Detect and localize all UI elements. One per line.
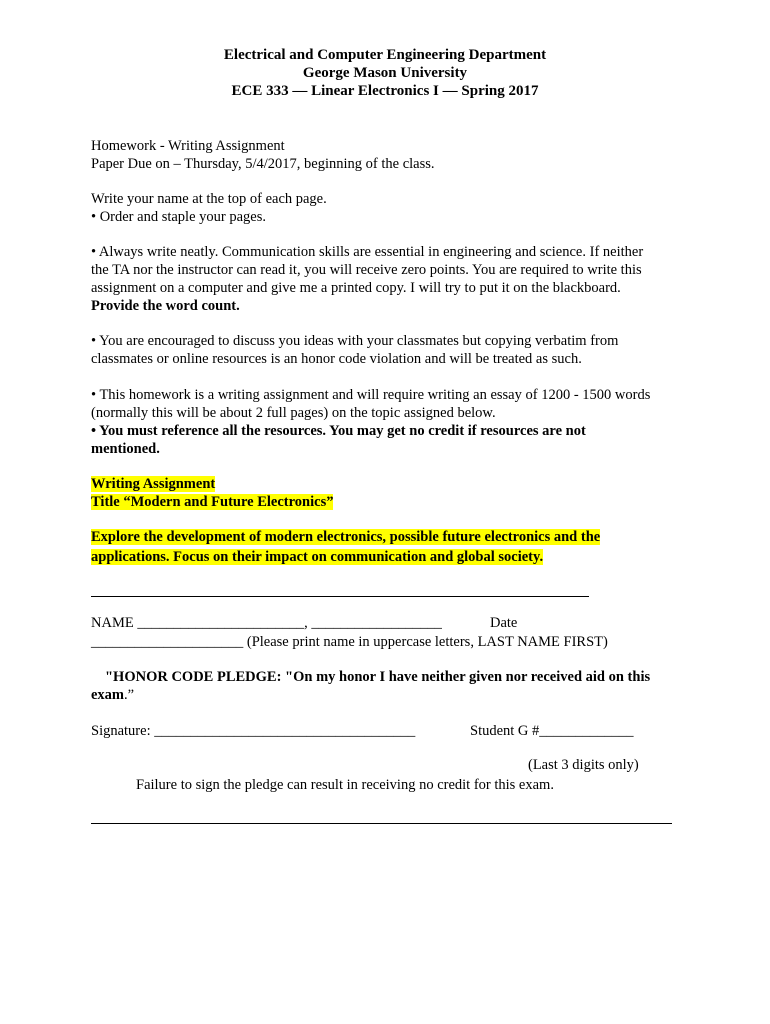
student-id-blank[interactable]: _____________ <box>539 723 634 739</box>
neatness-line: assignment on a computer and give me a printed copy. I will try to put it on the blackboard. <box>91 280 621 296</box>
student-id-label: Student G # <box>470 723 540 739</box>
bottom-separator-line <box>91 823 672 824</box>
neatness-line: • Always write neatly. Communication skills are essential in engineering and science. If neither <box>91 244 644 260</box>
prompt-line: Explore the development of modern electronics, possible future electronics and the <box>91 529 601 545</box>
name-blank[interactable]: _______________________, __________________ <box>137 615 442 631</box>
name-instructions <box>91 190 691 226</box>
university-title: George Mason University <box>302 65 468 81</box>
reference-requirement: mentioned. <box>91 441 160 457</box>
homework-label: Homework - Writing Assignment <box>91 138 285 154</box>
department-title: Electrical and Computer Engineering Department <box>223 47 547 63</box>
essay-paragraph <box>91 386 691 458</box>
assignment-heading-block <box>91 475 691 511</box>
print-instruction: (Please print name in uppercase letters, LAST NAME FIRST) <box>246 634 608 650</box>
last-digits-note: (Last 3 digits only) <box>528 757 639 773</box>
assignment-prompt <box>91 527 691 567</box>
pledge-text: "HONOR CODE PLEDGE: "On my honor I have neither given nor received aid on this <box>105 669 651 685</box>
neatness-paragraph <box>91 243 691 315</box>
assignment-heading: Writing Assignment <box>91 476 216 492</box>
essay-line: • This homework is a writing assignment and will require writing an essay of 1200 - 1500 words <box>91 387 651 403</box>
signature-label: Signature: <box>91 723 151 739</box>
document-header <box>0 46 770 100</box>
due-date: Paper Due on – Thursday, 5/4/2017, beginning of the class. <box>91 156 435 172</box>
student-id-row <box>470 722 634 740</box>
date-label: Date <box>490 615 518 631</box>
reference-requirement: • You must reference all the resources. You may get no credit if resources are not <box>91 423 586 439</box>
pledge-exam: exam <box>91 687 125 703</box>
intro-block <box>91 137 691 173</box>
discussion-line: • You are encouraged to discuss you ideas with your classmates but copying verbatim from <box>91 333 619 349</box>
assignment-title: Title “Modern and Future Electronics” <box>91 494 334 510</box>
name-instruction: Write your name at the top of each page. <box>91 191 327 207</box>
discussion-paragraph <box>91 332 691 368</box>
name-row <box>91 614 442 632</box>
honor-pledge <box>91 668 691 704</box>
discussion-line: classmates or online resources is an honor code violation and will be treated as such. <box>91 351 582 367</box>
failure-note: Failure to sign the pledge can result in receiving no credit for this exam. <box>136 777 554 793</box>
print-name-blank[interactable]: _____________________ <box>91 634 244 650</box>
essay-line: (normally this will be about 2 full pages) on the topic assigned below. <box>91 405 496 421</box>
neatness-line: the TA nor the instructor can read it, you will receive zero points. You are required to write this <box>91 262 642 278</box>
name-label: NAME <box>91 615 134 631</box>
prompt-line: applications. Focus on their impact on communication and global society. <box>91 549 544 565</box>
word-count-instruction: Provide the word count. <box>91 298 240 314</box>
staple-instruction: • Order and staple your pages. <box>91 209 266 225</box>
pledge-end: .” <box>124 687 135 703</box>
separator-line <box>91 596 589 597</box>
course-title: ECE 333 — Linear Electronics I — Spring 2017 <box>231 83 539 99</box>
print-row <box>91 633 608 651</box>
signature-row <box>91 722 415 740</box>
signature-blank[interactable]: ____________________________________ <box>154 723 416 739</box>
